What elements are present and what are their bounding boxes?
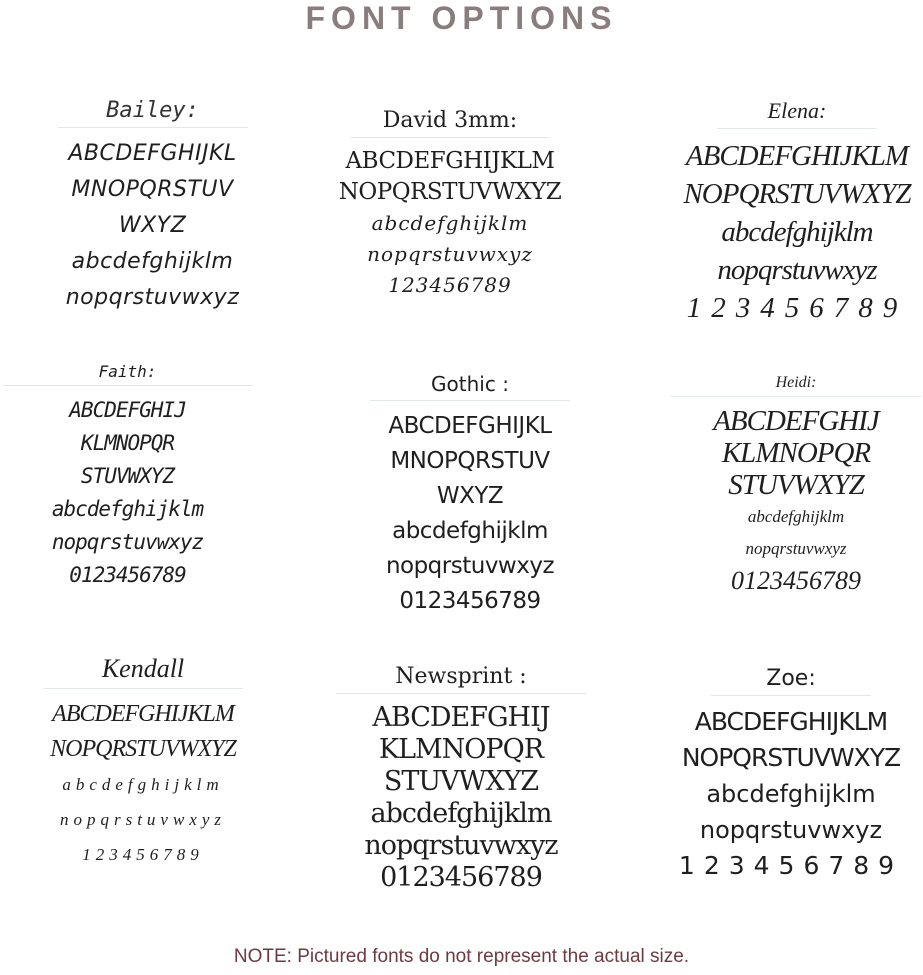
sample-line: abcdefghijklm [721, 216, 873, 248]
sample-line: ABCDEFGHIJKL [68, 141, 237, 166]
size-disclaimer-note: NOTE: Pictured fonts do not represent the actual size. [233, 946, 690, 967]
sample-line: NOPQRSTUVWXYZ [681, 743, 901, 772]
font-name: David 3mm: [382, 108, 518, 133]
font-name: Kendall [101, 654, 185, 683]
sample-line: STUVWXYZ [728, 469, 864, 501]
divider [58, 127, 248, 128]
sample-line: 0123456789 [380, 862, 542, 893]
divider [671, 396, 921, 397]
divider [43, 688, 243, 689]
sample-line: abcdefghijklm [71, 249, 234, 274]
sample-line: abcdefghijklm [747, 507, 845, 526]
divider [711, 695, 871, 696]
sample-line: 0123456789 [399, 588, 541, 614]
font-name: Bailey: [106, 98, 199, 123]
sample-line: nopqrstuvwxyz [385, 553, 555, 579]
sample-line: NOPQRSTUVWXYZ [338, 179, 562, 205]
font-name: Zoe: [766, 666, 816, 691]
sample-line: 0123456789 [69, 563, 186, 587]
divider [336, 693, 586, 694]
sample-line: nopqrstuvwxyz [59, 810, 227, 829]
font-sample-zoe [666, 666, 916, 884]
sample-line: ABCDEFGHIJ [713, 405, 879, 437]
divider [717, 128, 877, 129]
sample-line: nopqrstuvwxyz [367, 242, 533, 266]
sample-line: abcdefghijklm [371, 211, 529, 235]
sample-line: 0123456789 [731, 566, 861, 595]
sample-line: STUVWXYZ [80, 464, 175, 488]
font-name: Faith: [98, 362, 157, 381]
divider [3, 385, 253, 386]
font-sample-kendall [18, 654, 268, 872]
divider [350, 137, 550, 138]
font-name: Newsprint : [395, 664, 527, 689]
sample-line: 123456789 [678, 851, 904, 880]
sample-line: ABCDEFGHIJ [372, 702, 550, 733]
sample-line: abcdefghijklm [392, 518, 548, 544]
sample-line: nopqrstuvwxyz [51, 530, 204, 554]
font-name: Heidi: [775, 374, 817, 391]
divider [370, 400, 570, 401]
sample-line: abcdefghijklm [370, 798, 552, 829]
font-sample-bailey [20, 98, 285, 316]
sample-line: STUVWXYZ [383, 766, 539, 797]
sample-line: 123456789 [686, 292, 908, 324]
sample-line: ABCDEFGHIJKLM [52, 701, 234, 727]
sample-line: 123456789 [82, 845, 204, 864]
font-sample-newsprint [330, 664, 592, 894]
sample-line: MNOPQRSTUV [71, 177, 234, 202]
sample-line: NOPQRSTUVWXYZ [683, 178, 911, 210]
page-title: FONT OPTIONS [305, 0, 618, 36]
sample-line: KLMNOPQR [721, 437, 871, 469]
sample-line: WXYZ [118, 213, 187, 238]
sample-line: abcdefghijklm [51, 497, 204, 521]
sample-line: abcdefghijklm [62, 775, 224, 794]
font-name: Elena: [767, 98, 827, 123]
sample-line: abcdefghijklm [706, 780, 876, 808]
sample-line: ABCDEFGHIJKLM [694, 707, 888, 736]
sample-line: 123456789 [388, 273, 512, 297]
sample-line: nopqrstuvwxyz [699, 816, 883, 844]
sample-line: NOPQRSTUVWXYZ [50, 736, 236, 762]
font-sample-elena [672, 98, 922, 327]
sample-line: ABCDEFGHIJKLM [345, 148, 555, 174]
sample-line: KLMNOPQR [378, 734, 544, 765]
font-sample-gothic [340, 372, 600, 619]
sample-line: MNOPQRSTUV [390, 448, 550, 474]
sample-line: nopqrstuvwxyz [364, 830, 558, 861]
sample-line: WXYZ [436, 483, 504, 509]
font-name: Gothic : [431, 372, 509, 396]
sample-line: KLMNOPQR [80, 431, 175, 455]
sample-line: ABCDEFGHIJKLM [685, 140, 909, 172]
font-sample-david-3mm [320, 108, 580, 301]
sample-line: ABCDEFGHIJKL [388, 413, 552, 439]
sample-line: nopqrstuvwxyz [65, 285, 240, 310]
sample-line: nopqrstuvwxyz [745, 539, 847, 558]
sample-line: ABCDEFGHIJ [69, 398, 186, 422]
font-sample-faith [0, 362, 255, 592]
font-sample-heidi [670, 374, 922, 597]
sample-line: nopqrstuvwxyz [717, 254, 877, 286]
